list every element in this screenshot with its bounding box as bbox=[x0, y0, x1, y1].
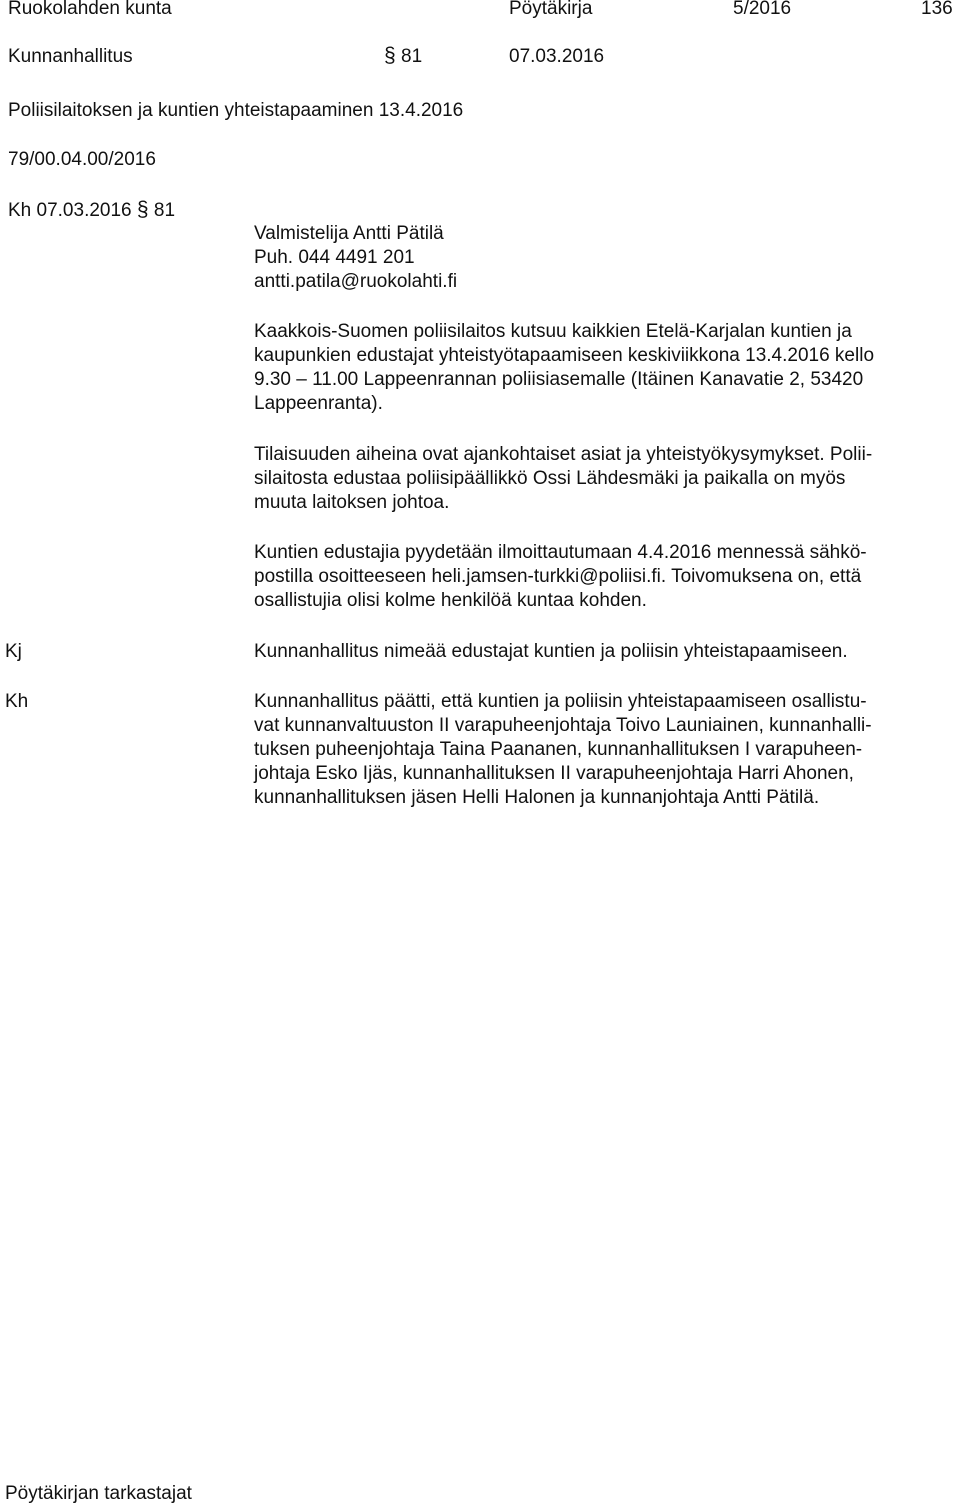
reference-section-number: 81 bbox=[153, 200, 176, 221]
section-mark: § bbox=[384, 44, 396, 67]
paragraph-line: postilla osoitteeseen heli.jamsen-turkki@poliisi.fi. Toivomuksena on, että bbox=[254, 566, 862, 587]
paragraph-line: johtaja Esko Ijäs, kunnanhallituksen II varapuheenjohtaja Harri Ahonen, bbox=[254, 763, 854, 784]
page-number: 136 bbox=[921, 0, 953, 19]
footer-label: Pöytäkirjan tarkastajat bbox=[5, 1483, 192, 1504]
paragraph-line: Kunnanhallitus päätti, että kuntien ja poliisin yhteistapaamiseen osallistu- bbox=[254, 691, 867, 712]
reference-prefix: Kh 07.03.2016 bbox=[8, 200, 132, 221]
preparer-name: Valmistelija Antti Pätilä bbox=[254, 223, 444, 244]
proposal-label: Kj bbox=[5, 641, 22, 662]
governing-body: Kunnanhallitus bbox=[8, 46, 133, 67]
preparer-block bbox=[254, 222, 954, 294]
paragraph-line: osallistujia olisi kolme henkilöä kuntaa kohden. bbox=[254, 590, 647, 611]
meeting-date: 07.03.2016 bbox=[509, 46, 605, 67]
paragraph-line: Kaakkois-Suomen poliisilaitos kutsuu kaikkien Etelä-Karjalan kuntien ja bbox=[254, 321, 852, 342]
paragraph-line: kunnanhallituksen jäsen Helli Halonen ja kunnanjohtaja Antti Pätilä. bbox=[254, 787, 820, 808]
paragraph-line: tuksen puheenjohtaja Taina Paananen, kunnanhallituksen I varapuheen- bbox=[254, 739, 863, 760]
preparer-email: antti.patila@ruokolahti.fi bbox=[254, 271, 458, 292]
paragraph-line: vat kunnanvaltuuston II varapuheenjohtaja Toivo Launiainen, kunnanhalli- bbox=[254, 715, 872, 736]
preparer-phone: Puh. 044 4491 201 bbox=[254, 247, 415, 268]
record-number: 79/00.04.00/2016 bbox=[8, 149, 156, 170]
paragraph-registration bbox=[254, 541, 954, 613]
paragraph-line: 9.30 – 11.00 Lappeenrannan poliisiasemalle (Itäinen Kanavatie 2, 53420 bbox=[254, 369, 864, 390]
section-number: 81 bbox=[401, 46, 423, 67]
municipality-name: Ruokolahden kunta bbox=[8, 0, 172, 19]
paragraph-line: kaupunkien edustajat yhteistyötapaamiseen keskiviikkona 13.4.2016 kello bbox=[254, 345, 875, 366]
paragraph-line: silaitosta edustaa poliisipäällikkö Ossi Lähdesmäki ja paikalla on myös bbox=[254, 468, 846, 489]
decision-label: Kh bbox=[5, 691, 29, 712]
paragraph-line: muuta laitoksen johtoa. bbox=[254, 492, 450, 513]
document-type: Pöytäkirja bbox=[509, 0, 593, 19]
reference-line bbox=[8, 198, 175, 223]
paragraph-line: Kuntien edustajia pyydetään ilmoittautumaan 4.4.2016 mennessä sähkö- bbox=[254, 542, 867, 563]
paragraph-line: Kunnanhallitus nimeää edustajat kuntien ja poliisin yhteistapaamiseen. bbox=[254, 641, 848, 662]
paragraph-line: Tilaisuuden aiheina ovat ajankohtaiset asiat ja yhteistyökysymykset. Polii- bbox=[254, 444, 873, 465]
decision-text bbox=[254, 690, 954, 810]
paragraph-line: Lappeenranta). bbox=[254, 393, 383, 414]
page-title: Poliisilaitoksen ja kuntien yhteistapaaminen 13.4.2016 bbox=[8, 100, 464, 121]
reference-section-mark: § bbox=[136, 198, 149, 221]
document-number: 5/2016 bbox=[733, 0, 792, 19]
paragraph-invitation bbox=[254, 320, 954, 416]
paragraph-topics bbox=[254, 443, 954, 515]
proposal-text bbox=[254, 640, 954, 664]
